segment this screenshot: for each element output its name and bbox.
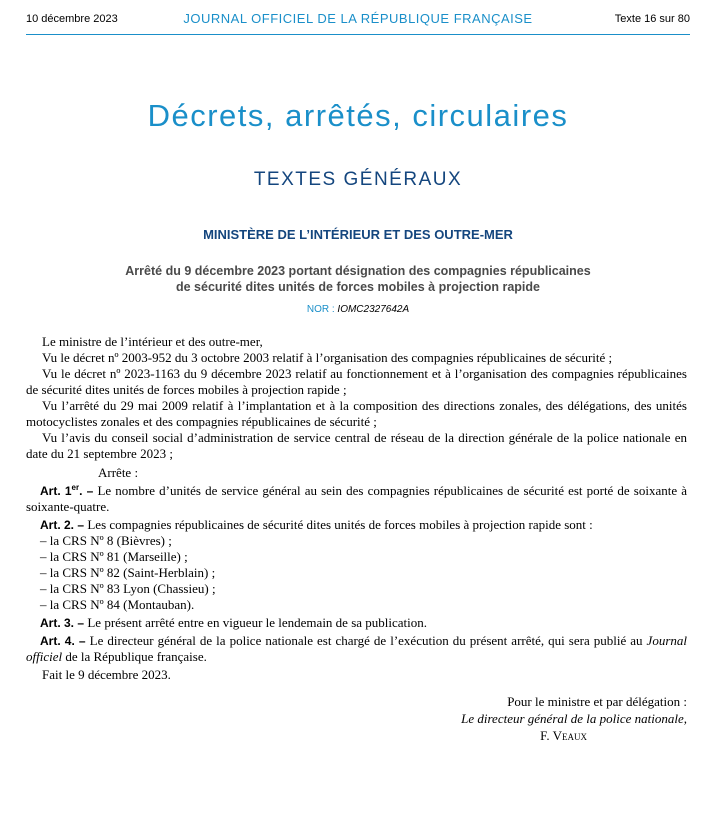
signatory-name: F. Veaux [540, 728, 587, 743]
subsection-title: TEXTES GÉNÉRAUX [253, 169, 463, 190]
article-1-label: Art. 1er. – [40, 483, 98, 498]
header-text-number: Texte 16 sur 80 [614, 13, 690, 25]
fait-date: Fait le 9 décembre 2023. [42, 667, 171, 682]
preamble-visa-1: Vu le décret nº 2003-952 du 3 octobre 2003 relatif à l’organisation des compagnies républicaines de sécurité ; [42, 350, 613, 365]
article-2-text: Les compagnies républicaines de sécurité dites unités de forces mobiles à projection rapide sont : [87, 517, 593, 532]
list-item: – la CRS Nº 84 (Montauban). [40, 597, 195, 612]
header-date: 10 décembre 2023 [26, 13, 118, 25]
arrete-heading: Arrête : [98, 465, 139, 480]
journal-officiel-reference: Journal officiel [26, 633, 687, 664]
signature-block [26, 693, 687, 744]
header-divider [26, 34, 690, 35]
list-item: – la CRS Nº 83 Lyon (Chassieu) ; [40, 581, 216, 596]
article-2 [26, 517, 687, 533]
article-4-text: Le directeur général de la police nationale est chargé de l’exécution du présent arrêté, qui sera publié au [89, 633, 647, 648]
ministry-heading: MINISTÈRE DE L’INTÉRIEUR ET DES OUTRE-MER [203, 227, 513, 242]
preamble-visa-4: Vu l’avis du conseil social d’administration de service central de réseau de la direction générale de la police nationale en date du 21 septembre 2023 ; [26, 430, 687, 461]
list-item: – la CRS Nº 82 (Saint-Herblain) ; [40, 565, 216, 580]
page-header [26, 8, 690, 30]
list-item: – la CRS Nº 81 (Marseille) ; [40, 549, 188, 564]
signature-delegation: Pour le ministre et par délégation : [507, 694, 687, 709]
preamble-visa-3: Vu l’arrêté du 29 mai 2009 relatif à l’implantation et à la composition des directions zonales, des délégations, des unités motocyclistes zonales et des compagnies républicaines de sécurité ; [26, 398, 687, 429]
article-3 [26, 615, 687, 631]
article-1-text: Le nombre d’unités de service général au sein des compagnies républicaines de sécurité est porté de soixante à soixante-quatre. [26, 483, 687, 514]
list-item: – la CRS Nº 8 (Bièvres) ; [40, 533, 172, 548]
nor-reference [0, 304, 716, 315]
article-4 [26, 633, 687, 665]
nor-code: IOMC2327642A [337, 304, 410, 315]
nor-label: NOR : [306, 304, 338, 315]
preamble-visa-2: Vu le décret nº 2023-1163 du 9 décembre 2023 relatif au fonctionnement et à l’organisation des compagnies républicaines de sécurité dites unités de forces mobiles à projection rapide ; [26, 366, 687, 397]
document-body [26, 334, 687, 744]
signature-title: Le directeur général de la police nationale, [461, 711, 687, 726]
article-3-label: Art. 3. – [40, 616, 88, 630]
article-4-text-end: de la République française. [62, 649, 207, 664]
article-3-text: Le présent arrêté entre en vigueur le lendemain de sa publication. [87, 615, 428, 630]
article-4-label: Art. 4. – [40, 634, 90, 648]
preamble-minister: Le ministre de l’intérieur et des outre-mer, [42, 334, 263, 349]
decree-title-line-2: de sécurité dites unités de forces mobiles à projection rapide [176, 280, 540, 294]
article-1 [26, 483, 687, 515]
article-2-label: Art. 2. – [40, 518, 88, 532]
header-journal-title: JOURNAL OFFICIEL DE LA RÉPUBLIQUE FRANÇAISE [183, 11, 533, 26]
section-title: Décrets, arrêtés, circulaires [147, 98, 569, 133]
decree-title [0, 263, 716, 295]
decree-title-line-1: Arrêté du 9 décembre 2023 portant désignation des compagnies républicaines [125, 264, 591, 278]
